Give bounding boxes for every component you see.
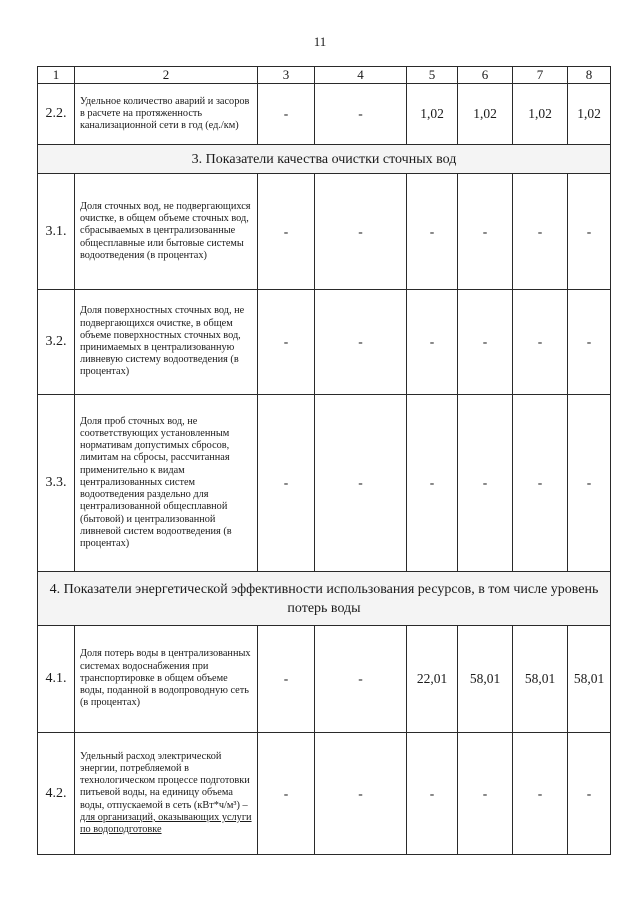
header-cell: 2 xyxy=(75,67,258,84)
value-cell: - xyxy=(407,290,458,395)
value-cell: 1,02 xyxy=(568,84,611,145)
row-description: Доля поверхностных сточных вод, не подвергающихся очистке, в общем объеме поверхностных сточных вод, принимаемых в централизованную ливневую систему водоотведения (в процентах) xyxy=(75,290,258,395)
value-cell: - xyxy=(407,733,458,855)
header-cell: 7 xyxy=(513,67,568,84)
value-cell: - xyxy=(458,733,513,855)
section-row-3 xyxy=(38,145,611,174)
value-cell: - xyxy=(258,174,315,290)
table-row-3-3 xyxy=(38,395,611,572)
value-cell: - xyxy=(315,84,407,145)
value-cell: - xyxy=(513,733,568,855)
value-cell: - xyxy=(258,626,315,733)
header-cell: 1 xyxy=(38,67,75,84)
value-cell: 1,02 xyxy=(458,84,513,145)
value-cell: - xyxy=(458,290,513,395)
section-heading: 3. Показатели качества очистки сточных вод xyxy=(38,145,611,174)
row-description xyxy=(75,733,258,855)
value-cell: - xyxy=(315,733,407,855)
value-cell: - xyxy=(458,174,513,290)
table-row-3-2 xyxy=(38,290,611,395)
value-cell: - xyxy=(315,626,407,733)
row-description: Доля сточных вод, не подвергающихся очистке, в общем объеме сточных вод, сбрасываемых в централизованные общесплавные или бытовые системы водоотведения (в процентах) xyxy=(75,174,258,290)
section-heading: 4. Показатели энергетической эффективности использования ресурсов, в том числе уровень потерь воды xyxy=(38,572,611,626)
value-cell: - xyxy=(258,84,315,145)
value-cell: - xyxy=(513,395,568,572)
value-cell: - xyxy=(568,395,611,572)
table-row-4-1 xyxy=(38,626,611,733)
value-cell: - xyxy=(568,290,611,395)
row-description: Доля проб сточных вод, не соответствующих установленным нормативам допустимых сбросов, лимитам на сбросы, рассчитанная применительно к видам централизованных систем водоотведения раздельно для централизованной общесплавной (бытовой) и централизованной ливневой систем водоотведения (в процентах) xyxy=(75,395,258,572)
row-description-underlined: для организаций, оказывающих услуги по водоподготовке xyxy=(80,811,252,835)
value-cell: 58,01 xyxy=(458,626,513,733)
header-cell: 3 xyxy=(258,67,315,84)
header-cell: 8 xyxy=(568,67,611,84)
table-row-2-2 xyxy=(38,84,611,145)
row-number: 3.1. xyxy=(38,174,75,290)
value-cell: - xyxy=(458,395,513,572)
value-cell: - xyxy=(258,290,315,395)
row-description: Удельное количество аварий и засоров в расчете на протяженность канализационной сети в год (ед./км) xyxy=(75,84,258,145)
row-description-text: Удельный расход электрической энергии, потребляемой в технологическом процессе подготовки питьевой воды, на единицу объема воды, отпускаемой в сеть (кВт*ч/м³) – xyxy=(80,750,250,811)
row-number: 3.3. xyxy=(38,395,75,572)
value-cell: - xyxy=(315,174,407,290)
row-number: 3.2. xyxy=(38,290,75,395)
header-cell: 4 xyxy=(315,67,407,84)
value-cell: 58,01 xyxy=(513,626,568,733)
indicators-table xyxy=(37,66,611,855)
row-number: 2.2. xyxy=(38,84,75,145)
row-number: 4.2. xyxy=(38,733,75,855)
value-cell: - xyxy=(568,733,611,855)
value-cell: - xyxy=(258,733,315,855)
header-row xyxy=(38,67,611,84)
value-cell: - xyxy=(407,395,458,572)
row-number: 4.1. xyxy=(38,626,75,733)
value-cell: - xyxy=(513,174,568,290)
table-row-3-1 xyxy=(38,174,611,290)
table-row-4-2 xyxy=(38,733,611,855)
value-cell: 22,01 xyxy=(407,626,458,733)
value-cell: - xyxy=(258,395,315,572)
value-cell: - xyxy=(315,395,407,572)
value-cell: - xyxy=(513,290,568,395)
value-cell: 58,01 xyxy=(568,626,611,733)
value-cell: - xyxy=(407,174,458,290)
value-cell: - xyxy=(568,174,611,290)
value-cell: 1,02 xyxy=(407,84,458,145)
row-description: Доля потерь воды в централизованных системах водоснабжения при транспортировке в общем объеме воды, поданной в водопроводную сеть (в процентах) xyxy=(75,626,258,733)
header-cell: 5 xyxy=(407,67,458,84)
section-row-4 xyxy=(38,572,611,626)
value-cell: 1,02 xyxy=(513,84,568,145)
page-number: 11 xyxy=(313,34,327,49)
header-cell: 6 xyxy=(458,67,513,84)
value-cell: - xyxy=(315,290,407,395)
